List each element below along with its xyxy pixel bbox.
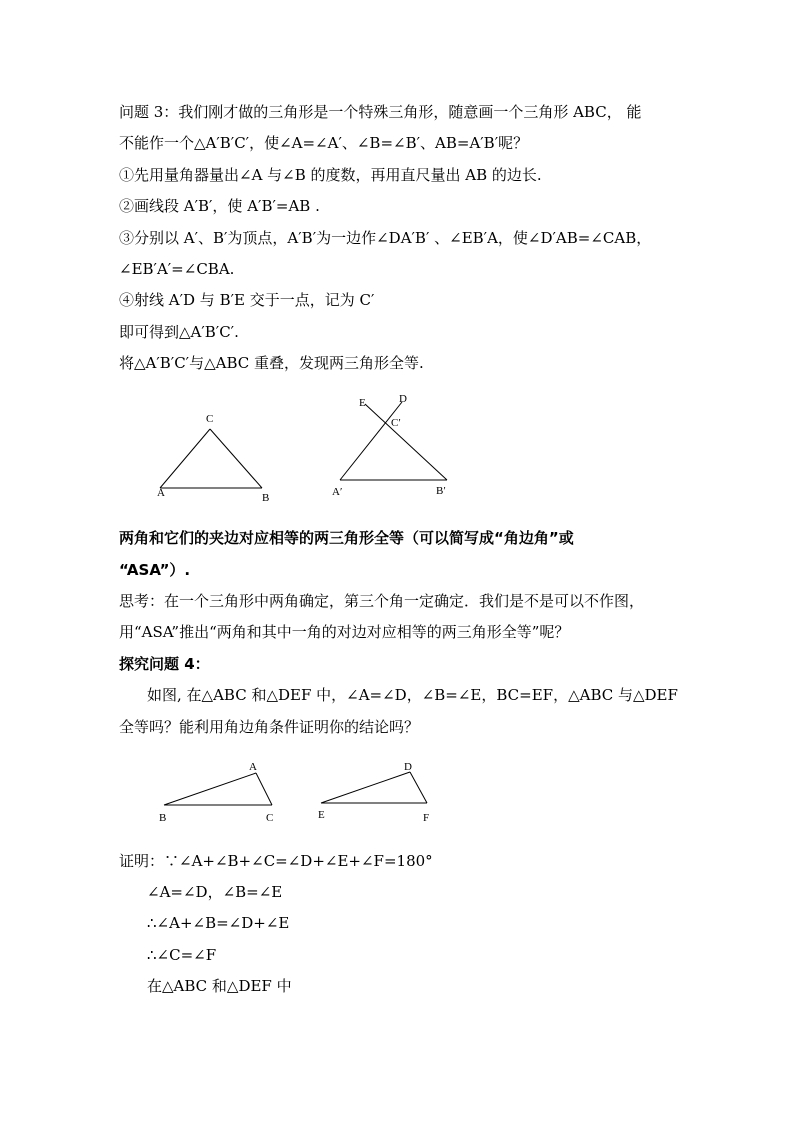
figure1-right-ray-be xyxy=(365,404,447,480)
figure1-right-ray-ad xyxy=(340,402,402,480)
figure2-left-side-ac xyxy=(256,773,272,805)
figure2-right-label-f: F xyxy=(423,812,430,824)
figure1-left-side-ac xyxy=(160,429,210,488)
figure2-right-side-df xyxy=(410,772,427,803)
figure1-left-label-a: A xyxy=(157,487,165,499)
figure2-left-side-ba xyxy=(164,773,256,805)
figure1-right-label-c: C′ xyxy=(391,417,401,429)
problem3-step4: ④射线 A′D 与 B′E 交于一点，记为 C′ xyxy=(119,291,375,309)
problem3-result: 即可得到△A′B′C′. xyxy=(119,323,239,341)
figure1-left-label-b: B xyxy=(262,492,270,504)
proof-line3: ∴∠A+∠B=∠D+∠E xyxy=(147,914,290,932)
figure2-left-label-c: C xyxy=(266,812,274,824)
problem3-step3a: ③分别以 A′、B′为顶点，A′B′为一边作∠DA′B′ 、∠EB′A，使∠D′AB=∠CAB， xyxy=(119,229,652,247)
figure2-triangles xyxy=(0,755,794,835)
figure2-right-label-d: D xyxy=(404,761,412,773)
figure2-left-label-a: A xyxy=(249,761,257,773)
figure2-right-label-e: E xyxy=(318,809,325,821)
problem4-line2: 全等吗？能利用角边角条件证明你的结论吗？ xyxy=(119,718,420,736)
theorem-line2: “ASA”）. xyxy=(119,561,191,579)
problem4-title: 探究问题 4： xyxy=(119,655,210,673)
problem4-line1: 如图, 在△ABC 和△DEF 中，∠A=∠D，∠B=∠E，BC=EF，△ABC 与△DEF xyxy=(147,686,678,704)
problem3-line1: 问题 3：我们刚才做的三角形是一个特殊三角形，随意画一个三角形 ABC， 能 xyxy=(119,103,642,121)
figure1-triangles xyxy=(0,385,794,515)
problem3-overlap: 将△A′B′C′与△ABC 重叠，发现两三角形全等. xyxy=(119,354,424,372)
problem3-line2: 不能作一个△A′B′C′，使∠A=∠A′、∠B=∠B′、AB=A′B′呢？ xyxy=(119,134,529,152)
problem3-step2: ②画线段 A′B′，使 A′B′=AB . xyxy=(119,197,320,215)
think-line1: 思考：在一个三角形中两角确定，第三个角一定确定．我们是不是可以不作图， xyxy=(119,592,645,610)
proof-line1: 证明：∵∠A+∠B+∠C=∠D+∠E+∠F=180° xyxy=(119,852,433,870)
figure1-right-label-e: E xyxy=(359,397,366,409)
figure1-left-side-bc xyxy=(210,429,262,488)
proof-line2: ∠A=∠D，∠B=∠E xyxy=(147,883,283,901)
figure1-right-label-b: B′ xyxy=(436,485,446,497)
problem3-step1: ①先用量角器量出∠A 与∠B 的度数，再用直尺量出 AB 的边长. xyxy=(119,166,542,184)
figure2-left-label-b: B xyxy=(159,812,167,824)
think-line2: 用“ASA”推出“两角和其中一角的对边对应相等的两三角形全等”呢？ xyxy=(119,623,570,641)
proof-line5: 在△ABC 和△DEF 中 xyxy=(147,977,292,995)
figure1-left-label-c: C xyxy=(206,413,214,425)
problem3-step3b: ∠EB′A′=∠CBA. xyxy=(119,260,235,278)
theorem-line1: 两角和它们的夹边对应相等的两三角形全等（可以简写成“角边角”或 xyxy=(119,529,574,547)
figure2-right-side-ed xyxy=(321,772,410,803)
figure1-right-label-a: A′ xyxy=(332,486,343,498)
proof-line4: ∴∠C=∠F xyxy=(147,946,217,964)
figure1-right-label-d: D xyxy=(399,393,407,405)
